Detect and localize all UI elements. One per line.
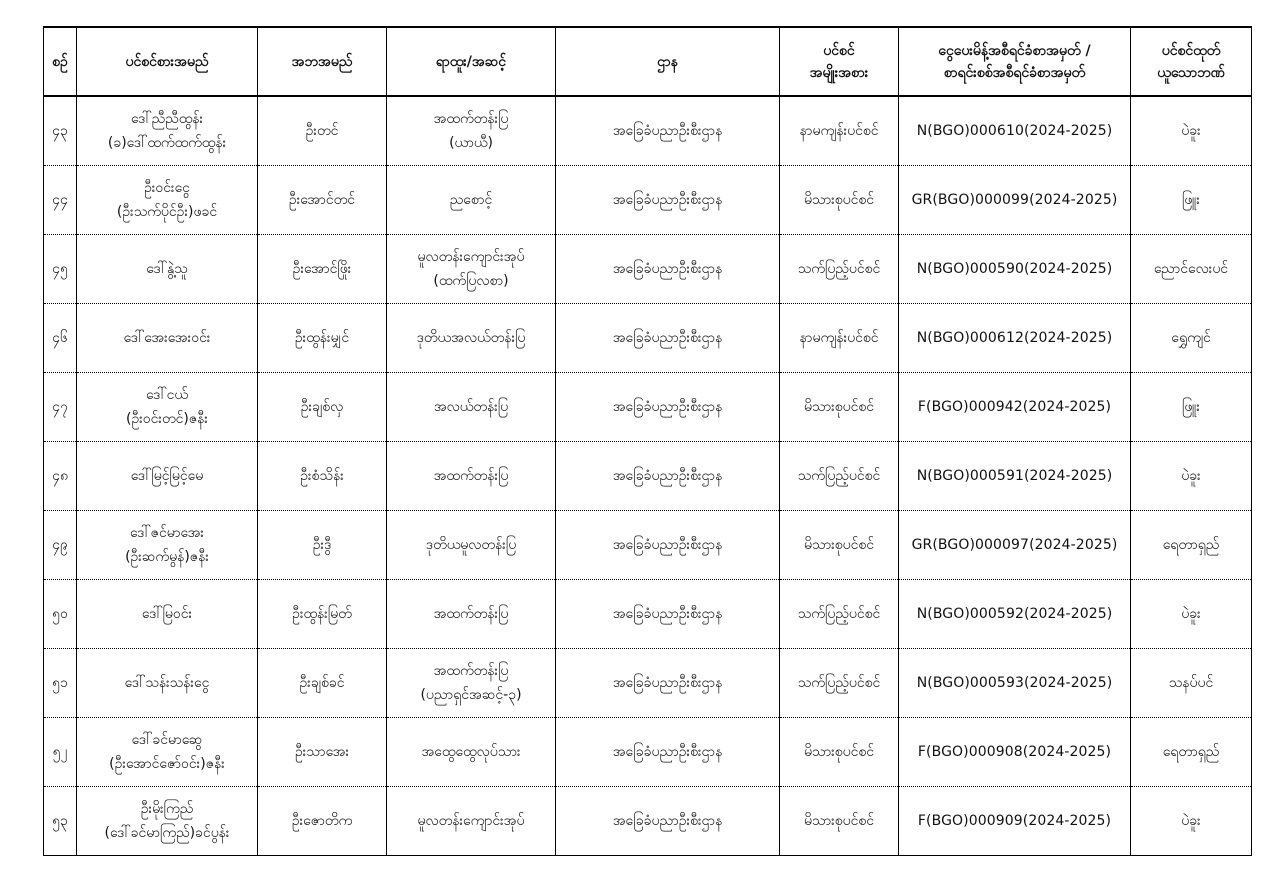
cell-pension-town: ဖြူး xyxy=(1131,166,1252,235)
table-row xyxy=(44,166,1252,235)
cell-rank xyxy=(387,649,556,718)
cell-no: ၄၅ xyxy=(44,235,77,304)
header-no: စဉ် xyxy=(44,27,77,96)
cell-rank-line1: ဒုတိယမူလတန်းပြ xyxy=(425,537,517,553)
cell-name-line1: ဒေါ်ဇင်မာအေး xyxy=(130,525,204,541)
header-pension-town xyxy=(1131,27,1252,96)
header-rank: ရာထူး/အဆင့် xyxy=(387,27,556,96)
cell-rank xyxy=(387,718,556,787)
header-pension-type-line1: ပင်စင် xyxy=(823,42,855,59)
cell-father-name: ဦးဒွီ xyxy=(258,511,387,580)
cell-pension-type: နာမကျန်းပင်စင် xyxy=(780,304,899,373)
cell-father-name: ဦးအောင်ဖြိုး xyxy=(258,235,387,304)
cell-department: အခြေခံပညာဦးစီးဌာန xyxy=(556,235,780,304)
header-ledger-line2: စာရင်းစစ်အစီရင်ခံစာအမှတ် xyxy=(943,64,1086,81)
cell-rank-line2: (ယာယီ) xyxy=(449,135,493,151)
table-row xyxy=(44,580,1252,649)
cell-pensioner-name xyxy=(77,304,258,373)
cell-rank-line1: အထွေထွေလုပ်သား xyxy=(421,744,521,760)
cell-ledger-number: N(BGO)000593(2024-2025) xyxy=(899,649,1131,718)
cell-no: ၅၃ xyxy=(44,787,77,856)
header-ledger-number xyxy=(899,27,1131,96)
cell-no: ၅၂ xyxy=(44,718,77,787)
header-pensioner-name: ပင်စင်စားအမည် xyxy=(77,27,258,96)
cell-pensioner-name xyxy=(77,718,258,787)
cell-father-name: ဦးတင် xyxy=(258,96,387,166)
cell-no: ၄၈ xyxy=(44,442,77,511)
cell-ledger-number: N(BGO)000612(2024-2025) xyxy=(899,304,1131,373)
cell-pensioner-name xyxy=(77,649,258,718)
cell-rank xyxy=(387,235,556,304)
cell-rank xyxy=(387,166,556,235)
table-row xyxy=(44,787,1252,856)
cell-father-name: ဦးအောင်တင် xyxy=(258,166,387,235)
cell-ledger-number: N(BGO)000610(2024-2025) xyxy=(899,96,1131,166)
cell-name-line1: ဒေါ်သန်းသန်းငွေ xyxy=(124,675,210,691)
cell-name-line1: ဒေါ်နွဲ့သူ xyxy=(146,261,188,277)
table-row xyxy=(44,96,1252,166)
cell-rank-line1: အထက်တန်းပြ xyxy=(433,111,509,127)
cell-pension-town: ပဲခူး xyxy=(1131,96,1252,166)
table-row xyxy=(44,649,1252,718)
cell-department: အခြေခံပညာဦးစီးဌာန xyxy=(556,96,780,166)
cell-pension-town: ညောင်လေးပင် xyxy=(1131,235,1252,304)
cell-rank-line1: မူလတန်းကျောင်းအုပ် xyxy=(417,249,525,265)
cell-father-name: ဦးချစ်ခင် xyxy=(258,649,387,718)
cell-name-line1: ဒေါ်ခင်မာဆွေ xyxy=(131,732,203,748)
cell-pension-type: မိသားစုပင်စင် xyxy=(780,787,899,856)
cell-father-name: ဦးထွန်းမျှင် xyxy=(258,304,387,373)
cell-rank-line2: (ပညာရှင်အဆင့်-၃) xyxy=(420,687,522,703)
cell-name-line1: ဒေါ်အေးအေးဝင်း xyxy=(123,330,211,346)
cell-pensioner-name xyxy=(77,787,258,856)
cell-ledger-number: N(BGO)000590(2024-2025) xyxy=(899,235,1131,304)
table-row xyxy=(44,442,1252,511)
table-header xyxy=(44,27,1252,96)
cell-department: အခြေခံပညာဦးစီးဌာန xyxy=(556,580,780,649)
cell-ledger-number: N(BGO)000591(2024-2025) xyxy=(899,442,1131,511)
cell-ledger-number: F(BGO)000909(2024-2025) xyxy=(899,787,1131,856)
header-pension-type-line2: အမျိုးအစား xyxy=(809,64,869,81)
cell-pension-type: သက်ပြည့်ပင်စင် xyxy=(780,442,899,511)
cell-name-line2: (ဦးသက်ပိုင်ဦး)ဖခင် xyxy=(116,204,218,220)
cell-pension-type: နာမကျန်းပင်စင် xyxy=(780,96,899,166)
cell-pensioner-name xyxy=(77,511,258,580)
cell-department: အခြေခံပညာဦးစီးဌာန xyxy=(556,649,780,718)
header-town-line2: ယူသောဘဏ် xyxy=(1157,64,1225,81)
header-father-name: အဘအမည် xyxy=(258,27,387,96)
cell-department: အခြေခံပညာဦးစီးဌာန xyxy=(556,442,780,511)
table-row xyxy=(44,235,1252,304)
cell-name-line2: (ဦးဆက်မွန်)ဇနီး xyxy=(125,549,209,565)
cell-pension-town: ပဲခူး xyxy=(1131,787,1252,856)
cell-rank xyxy=(387,442,556,511)
cell-pension-type: သက်ပြည့်ပင်စင် xyxy=(780,580,899,649)
cell-father-name: ဦးထွန်းမြတ် xyxy=(258,580,387,649)
cell-department: အခြေခံပညာဦးစီးဌာန xyxy=(556,373,780,442)
cell-rank xyxy=(387,373,556,442)
cell-department: အခြေခံပညာဦးစီးဌာန xyxy=(556,787,780,856)
cell-father-name: ဦးစံသိန်း xyxy=(258,442,387,511)
cell-department: အခြေခံပညာဦးစီးဌာန xyxy=(556,304,780,373)
cell-no: ၅၁ xyxy=(44,649,77,718)
cell-name-line1: ဒေါ်ညီညီထွန်း xyxy=(130,111,204,127)
cell-rank xyxy=(387,787,556,856)
cell-rank xyxy=(387,580,556,649)
cell-rank-line1: ဒုတိယအလယ်တန်းပြ xyxy=(416,330,526,346)
cell-rank-line1: အလယ်တန်းပြ xyxy=(433,399,509,415)
cell-no: ၄၃ xyxy=(44,96,77,166)
cell-rank xyxy=(387,304,556,373)
header-ledger-line1: ငွေပေးမိန့်အစီရင်ခံစာအမှတ် / xyxy=(938,42,1091,59)
header-department: ဌာန xyxy=(556,27,780,96)
cell-father-name: ဦးဇောတိက xyxy=(258,787,387,856)
cell-name-line2: (ဦးဝင်းတင်)ဇနီး xyxy=(126,411,208,427)
cell-ledger-number: N(BGO)000592(2024-2025) xyxy=(899,580,1131,649)
cell-rank-line1: အထက်တန်းပြ xyxy=(433,468,509,484)
cell-pension-town: ပဲခူး xyxy=(1131,580,1252,649)
cell-ledger-number: F(BGO)000908(2024-2025) xyxy=(899,718,1131,787)
cell-name-line1: ဒေါ်မြင့်မြင့်မေ xyxy=(130,468,204,484)
cell-pension-town: ဖြူး xyxy=(1131,373,1252,442)
cell-rank-line1: မူလတန်းကျောင်းအုပ် xyxy=(417,813,525,829)
cell-name-line1: ဦးမိုးကြည် xyxy=(140,801,194,817)
cell-pension-type: သက်ပြည့်ပင်စင် xyxy=(780,649,899,718)
cell-ledger-number: GR(BGO)000099(2024-2025) xyxy=(899,166,1131,235)
cell-no: ၅၀ xyxy=(44,580,77,649)
cell-pensioner-name xyxy=(77,580,258,649)
header-town-line1: ပင်စင်ထုတ် xyxy=(1161,42,1221,59)
cell-name-line2: (ဦးအောင်ဇော်ဝင်း)ဇနီး xyxy=(109,756,225,772)
cell-department: အခြေခံပညာဦးစီးဌာန xyxy=(556,166,780,235)
cell-father-name: ဦးချစ်လှ xyxy=(258,373,387,442)
cell-pension-type: မိသားစုပင်စင် xyxy=(780,718,899,787)
cell-no: ၄၆ xyxy=(44,304,77,373)
cell-pensioner-name xyxy=(77,96,258,166)
header-row xyxy=(44,27,1252,96)
cell-rank-line1: အထက်တန်းပြ xyxy=(433,663,509,679)
cell-pension-type: မိသားစုပင်စင် xyxy=(780,373,899,442)
table-row xyxy=(44,511,1252,580)
cell-rank xyxy=(387,96,556,166)
cell-name-line1: ဒေါ်မြဝင်း xyxy=(141,606,193,622)
cell-pensioner-name xyxy=(77,442,258,511)
cell-name-line2: (ခ)ဒေါ်ထက်ထက်ထွန်း xyxy=(107,135,227,151)
table-row xyxy=(44,304,1252,373)
cell-pension-type: သက်ပြည့်ပင်စင် xyxy=(780,235,899,304)
cell-name-line2: (ဒေါ်ခင်မာကြည်)ခင်ပွန်း xyxy=(104,825,230,841)
cell-name-line1: ဒေါ်ငယ် xyxy=(145,387,189,403)
cell-pension-town: ရေတာရှည် xyxy=(1131,718,1252,787)
cell-pensioner-name xyxy=(77,235,258,304)
cell-pensioner-name xyxy=(77,373,258,442)
cell-pension-type: မိသားစုပင်စင် xyxy=(780,166,899,235)
cell-rank xyxy=(387,511,556,580)
cell-ledger-number: GR(BGO)000097(2024-2025) xyxy=(899,511,1131,580)
cell-pension-town: ပဲခူး xyxy=(1131,442,1252,511)
cell-pensioner-name xyxy=(77,166,258,235)
cell-pension-type: မိသားစုပင်စင် xyxy=(780,511,899,580)
cell-rank-line1: အထက်တန်းပြ xyxy=(433,606,509,622)
cell-department: အခြေခံပညာဦးစီးဌာန xyxy=(556,511,780,580)
cell-name-line1: ဦးဝင်းငွေ xyxy=(144,180,190,196)
cell-pension-town: ရေတာရှည် xyxy=(1131,511,1252,580)
table-body xyxy=(44,96,1252,856)
cell-no: ၄၉ xyxy=(44,511,77,580)
cell-rank-line1: ညစောင့် xyxy=(449,192,493,208)
table-row xyxy=(44,373,1252,442)
cell-father-name: ဦးသာအေး xyxy=(258,718,387,787)
cell-department: အခြေခံပညာဦးစီးဌာန xyxy=(556,718,780,787)
header-pension-type xyxy=(780,27,899,96)
cell-no: ၄၄ xyxy=(44,166,77,235)
table-row xyxy=(44,718,1252,787)
cell-no: ၄၇ xyxy=(44,373,77,442)
cell-ledger-number: F(BGO)000942(2024-2025) xyxy=(899,373,1131,442)
pension-table xyxy=(43,26,1252,856)
cell-pension-town: သနပ်ပင် xyxy=(1131,649,1252,718)
cell-pension-town: ရွှေကျင် xyxy=(1131,304,1252,373)
cell-rank-line2: (ထက်ပြလစာ) xyxy=(433,273,509,289)
